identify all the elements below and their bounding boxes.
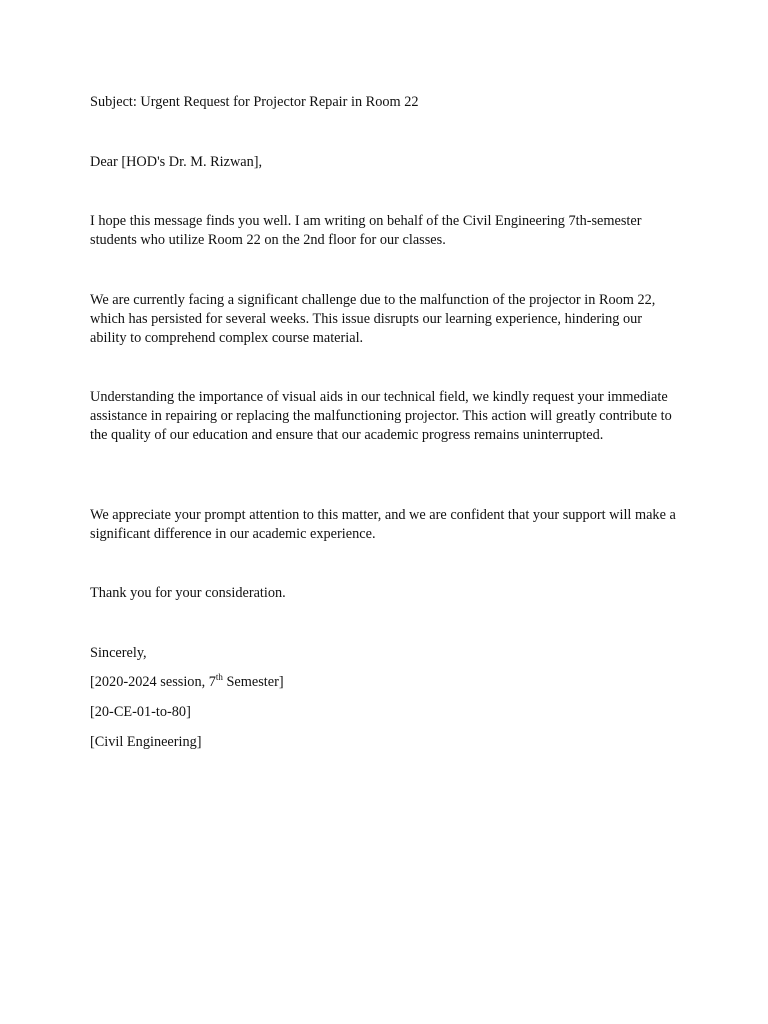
session-suffix: Semester] — [222, 674, 284, 690]
paragraph-request: Understanding the importance of visual aids in our technical field, we kindly request your immediate assistance in repairing or replacing the malfunctioning projector. This action will greatly contribute to the quality of our education and ensure that our academic progress remains uninterrupted. — [90, 389, 672, 443]
signature-roll-numbers: [20-CE-01-to-80] — [90, 704, 191, 720]
paragraph-appreciation: We appreciate your prompt attention to this matter, and we are confident that your support will make a significant difference in our academic experience. — [90, 507, 676, 542]
session-superscript: th — [215, 672, 223, 682]
salutation: Dear [HOD's Dr. M. Rizwan], — [90, 154, 263, 170]
signature-department: [Civil Engineering] — [90, 734, 202, 750]
closing: Sincerely, — [90, 645, 147, 661]
paragraph-intro: I hope this message finds you well. I am writing on behalf of the Civil Engineering 7th-semester students who utilize Room 22 on the 2nd floor for our classes. — [90, 213, 642, 248]
subject-line: Subject: Urgent Request for Projector Repair in Room 22 — [90, 94, 419, 110]
paragraph-problem: We are currently facing a significant challenge due to the malfunction of the projector in Room 22, which has persisted for several weeks. This issue disrupts our learning experience, hindering our ability to comprehend complex course material. — [90, 292, 656, 346]
thanks-line: Thank you for your consideration. — [90, 585, 286, 601]
session-prefix: [2020-2024 session, 7 — [90, 674, 216, 690]
signature-session — [90, 673, 680, 692]
